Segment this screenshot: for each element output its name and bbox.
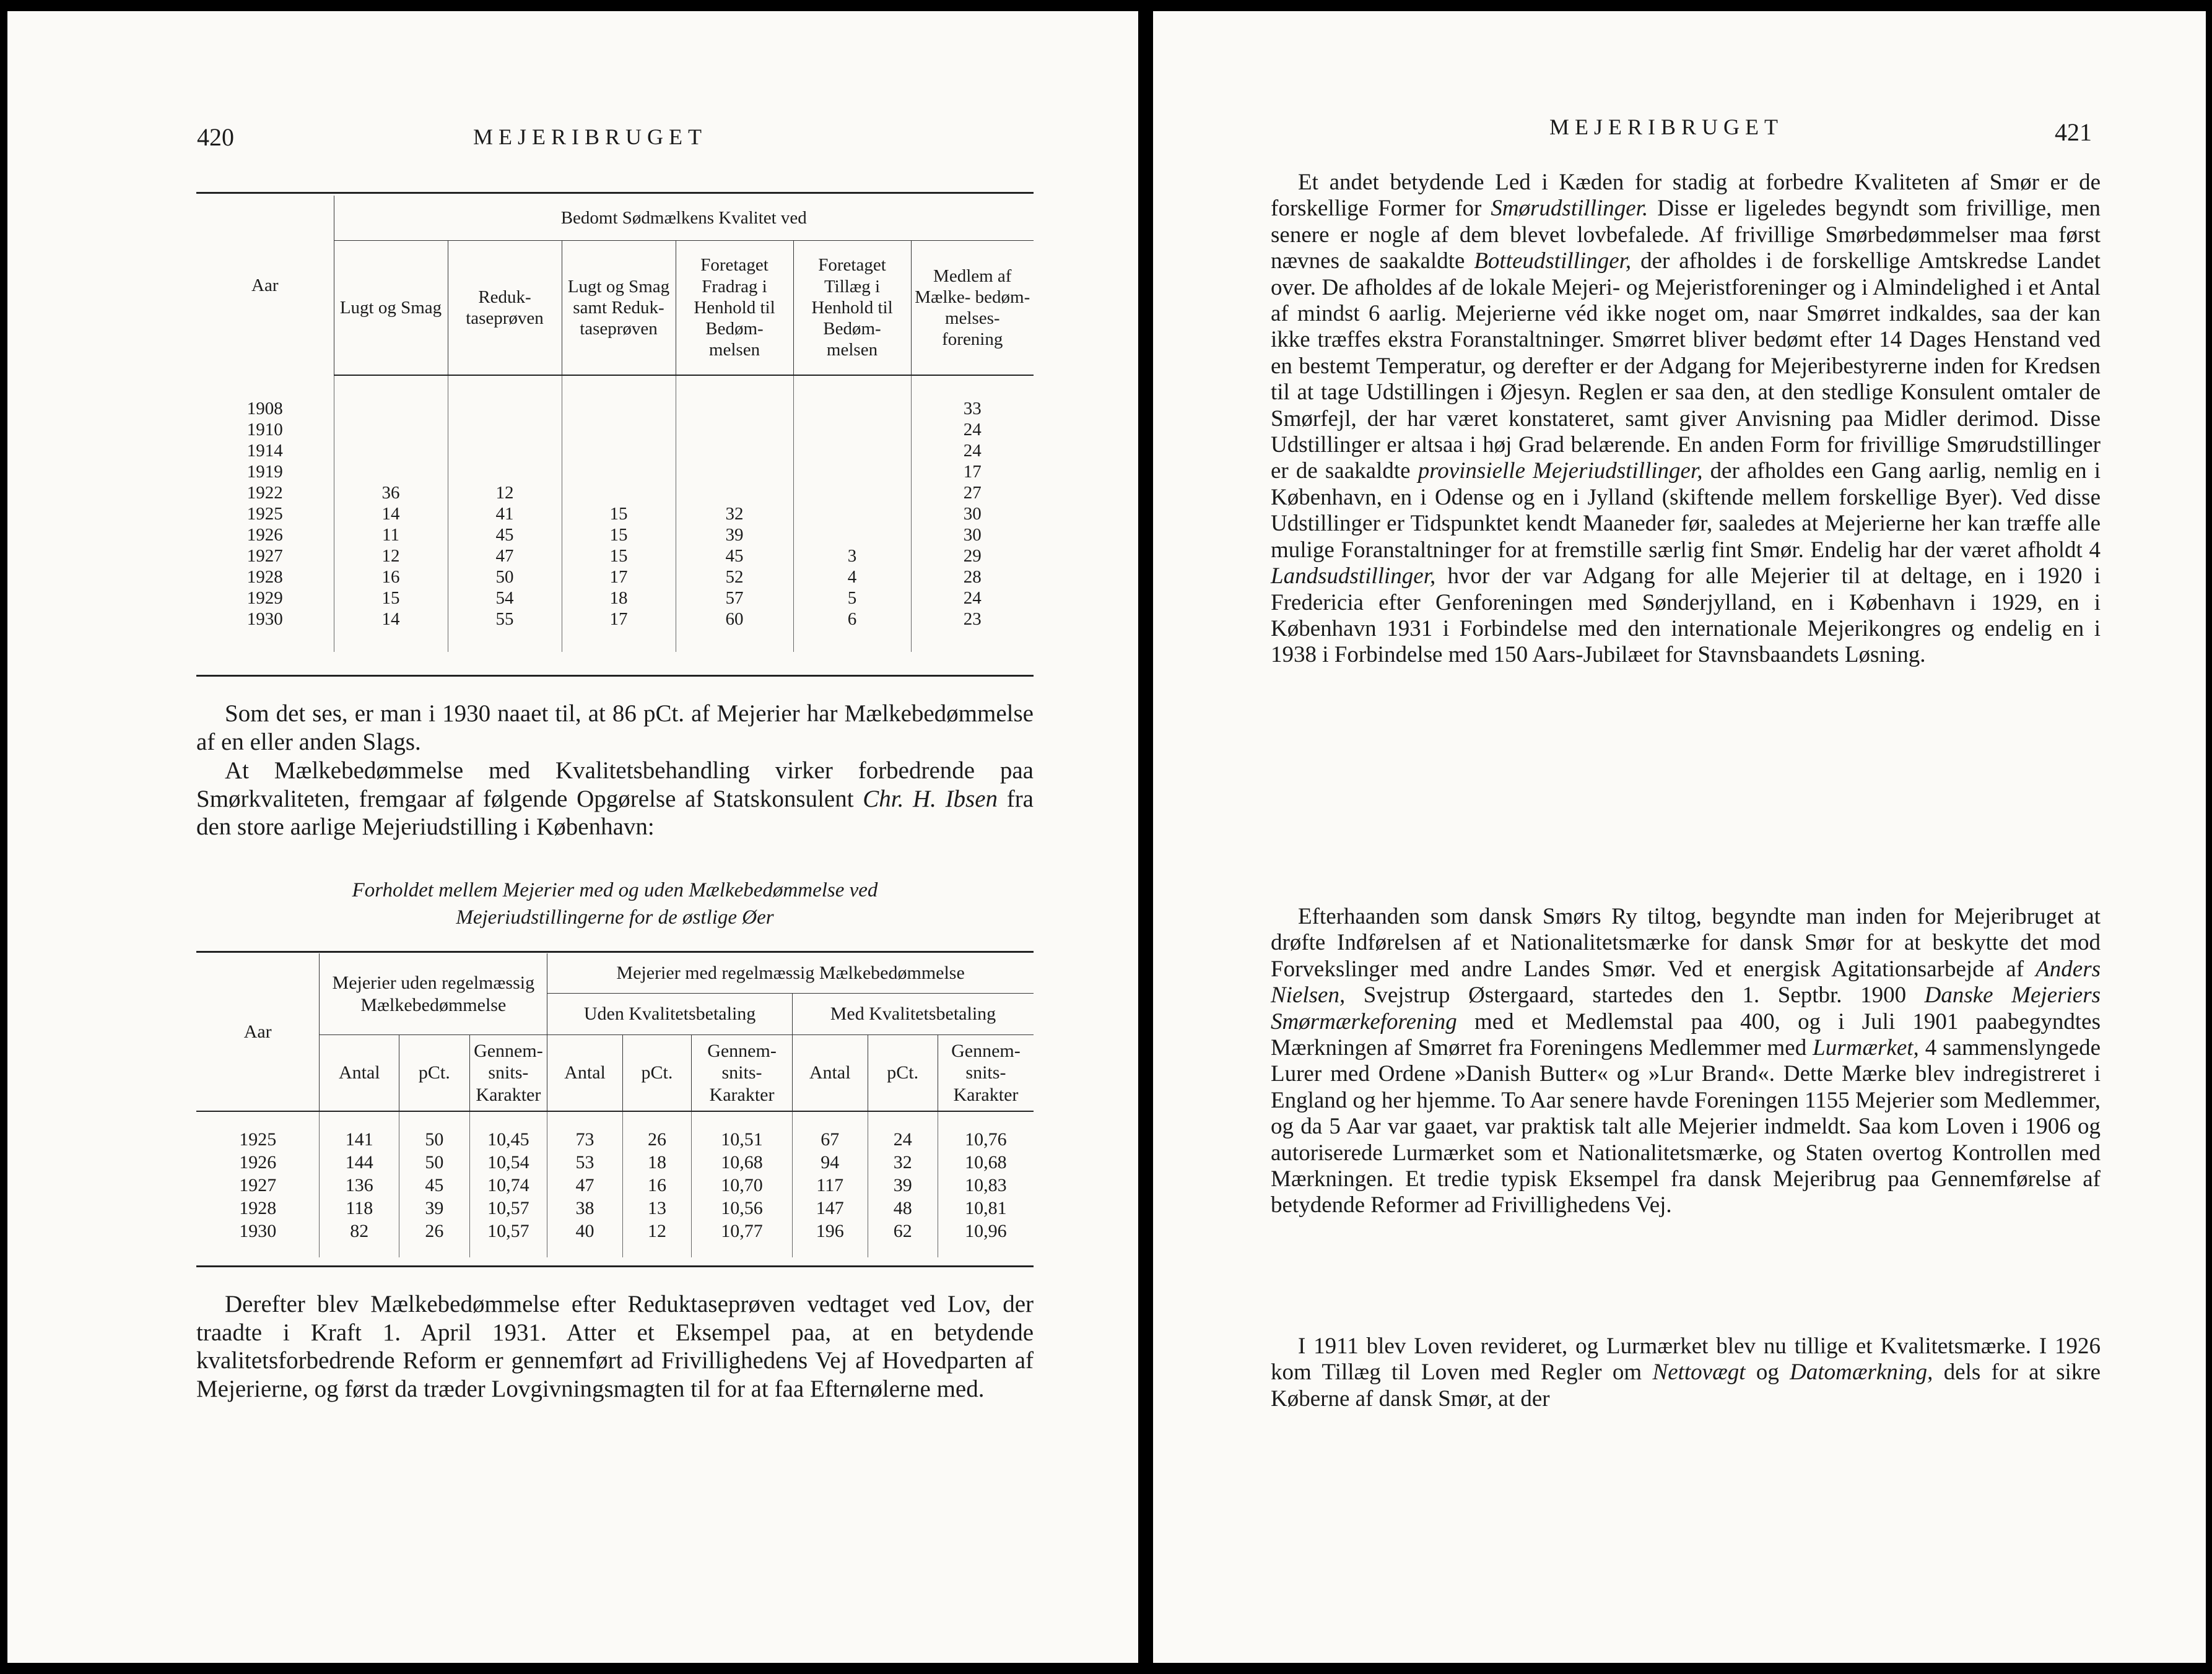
table-row — [196, 503, 1034, 524]
emphasis: Danske Mejeriers Smørmærkeforening — [1271, 982, 2101, 1034]
value-cell: 144 — [320, 1151, 399, 1174]
emphasis: Nettovægt — [1652, 1360, 1746, 1386]
value-cell — [676, 375, 793, 419]
emphasis: provinsielle Mejeriudstillinger, — [1417, 458, 1703, 484]
year-cell: 1914 — [246, 441, 283, 461]
value-cell: 24 — [868, 1111, 938, 1151]
value-cell: 48 — [868, 1197, 938, 1220]
value-cell: 24 — [911, 419, 1034, 440]
value-cell: 10,81 — [938, 1197, 1034, 1220]
year-cell: 1925 — [246, 504, 283, 524]
value-cell: 38 — [547, 1197, 623, 1220]
value-cell: 55 — [448, 609, 562, 652]
value-cell: 50 — [399, 1111, 469, 1151]
emphasis: Botteudstillinger, — [1474, 248, 1632, 274]
author-name: Chr. H. Ibsen — [863, 785, 998, 812]
year-cell: 1930 — [239, 1221, 277, 1241]
value-cell: 32 — [676, 503, 793, 524]
value-cell: 16 — [334, 566, 448, 588]
value-cell: 23 — [911, 609, 1034, 652]
column-header: Foretaget Tillæg i Henhold til Bedøm- melsen — [793, 241, 911, 376]
paragraph-text: fra den store aarlige Mejeriudstilling i København: — [196, 785, 1034, 840]
year-cell: 1930 — [246, 609, 283, 629]
paragraph — [196, 757, 1034, 841]
group-header: Bedomt Sødmælkens Kvalitet ved — [334, 196, 1034, 241]
value-cell: 39 — [399, 1197, 469, 1220]
table-row — [196, 545, 1034, 566]
table-row — [196, 588, 1034, 609]
value-cell — [562, 440, 676, 461]
left-page — [7, 11, 1138, 1663]
year-cell: 1925 — [239, 1129, 277, 1150]
table-row — [196, 1174, 1034, 1197]
value-cell: 47 — [448, 545, 562, 566]
running-head: MEJERIBRUGET — [1549, 115, 1783, 139]
value-cell: 14 — [334, 609, 448, 652]
table-row — [196, 375, 1034, 419]
value-cell — [793, 461, 911, 482]
year-cell: 1928 — [239, 1198, 277, 1218]
value-cell: 47 — [547, 1174, 623, 1197]
year-cell: 1927 — [246, 546, 283, 566]
table-top-rule — [196, 951, 1034, 953]
value-cell: 12 — [334, 545, 448, 566]
paragraph-text: der afholdes i de forskellige Amtskredse Landet over. De afholdes af de lokale Mejeri- og Mejeristforeninger og i Almindelighed i et Antal af mindst 6 aarlig. Mejerierne véd ikke noget om, naar Smørret indkaldes, saa der kan ikke træffes ekstra Foranstaltninger. Smørret bliver bedømt efter 14 Dages Henstand ved en bestemt Temperatur, og derefter er der Adgang for Mejeribestyrerne inden for Kredsen til at tage Udstillingen i Øjesyn. Reglen er saa den, at den stedlige Konsulent omtaler de Smørfejl, der har været konstateret, samt giver Anvisning paa Midler derimod. Disse Udstillinger er altsaa i høj Grad belærende. En anden Form for frivillige Smørudstillinger er de saakaldte — [1271, 248, 2101, 484]
value-cell: 136 — [320, 1174, 399, 1197]
value-cell: 33 — [911, 375, 1034, 419]
value-cell: 40 — [547, 1220, 623, 1257]
value-cell — [562, 461, 676, 482]
value-cell: 5 — [793, 588, 911, 609]
value-cell: 10,68 — [938, 1151, 1034, 1174]
emphasis: Anders Nielsen, — [1271, 956, 2101, 1008]
value-cell: 196 — [792, 1220, 868, 1257]
value-cell: 45 — [448, 524, 562, 545]
value-cell: 15 — [562, 524, 676, 545]
value-cell: 18 — [562, 588, 676, 609]
year-cell: 1926 — [246, 525, 283, 545]
column-header: Reduk- taseprøven — [448, 241, 562, 376]
emphasis: Landsudstillinger, — [1271, 563, 1436, 589]
paragraph — [196, 1290, 1034, 1403]
value-cell: 45 — [676, 545, 793, 566]
value-cell: 29 — [911, 545, 1034, 566]
value-cell — [676, 482, 793, 503]
paragraph-text: At Mælkebedømmelse med Kvalitetsbehandling virker forbedrende paa Smørkvaliteten, fremgaar af følgende Opgørelse af Statskonsulent — [196, 757, 1034, 812]
value-cell: 10,83 — [938, 1174, 1034, 1197]
paragraph — [196, 700, 1034, 756]
value-cell: 10,57 — [469, 1220, 547, 1257]
paragraph-text: der afholdes een Gang aarlig, nemlig en i København, en i Odense og en i Jylland (skiftende mellem forskellige Byer). Ved disse Udstillinger er Tidspunktet kendt Maaneder før, saaledes at Mejerierne her kan træffe alle mulige Foranstaltninger for at fremstille særlig fint Smør. Endelig har der været afholdt 4 — [1271, 458, 2101, 563]
value-cell — [793, 440, 911, 461]
paragraph-text: Disse er ligeledes begyndt som frivillige, men senere er nogle af dem blevet lovbefalede. Af frivillige Smørbedømmelser maa først nævnes de saakaldte — [1271, 196, 2101, 274]
column-header: Lugt og Smag samt Reduk- taseprøven — [562, 241, 676, 376]
column-header: Antal — [547, 1035, 623, 1112]
value-cell — [448, 375, 562, 419]
value-cell: 53 — [547, 1151, 623, 1174]
paragraph — [1271, 904, 2101, 1219]
paragraph-text: og — [1745, 1360, 1790, 1386]
year-cell: 1926 — [239, 1152, 277, 1173]
table-bottom-rule — [196, 675, 1034, 677]
year-cell: 1922 — [246, 483, 283, 503]
value-cell — [793, 503, 911, 524]
value-cell: 82 — [320, 1220, 399, 1257]
value-cell: 39 — [868, 1174, 938, 1197]
column-header: Foretaget Fradrag i Henhold til Bedøm- melsen — [676, 241, 793, 376]
year-cell: 1927 — [239, 1175, 277, 1195]
value-cell — [793, 524, 911, 545]
paragraph-text: hvor der var Adgang for alle Mejerier til at deltage, en i 1920 i Fredericia efter Genforeningen med Sønderjylland, en i København i 1929, en i København 1931 i Forbindelse med den internationale Mejerikongres og endelig en i 1938 i Forbindelse med 150 Aars-Jubilæet for Stavnsbaandets Løsning. — [1271, 563, 2101, 668]
value-cell: 24 — [911, 440, 1034, 461]
page-number: 420 — [197, 123, 234, 151]
value-cell: 30 — [911, 503, 1034, 524]
value-cell — [448, 461, 562, 482]
value-cell: 10,56 — [692, 1197, 793, 1220]
value-cell: 6 — [793, 609, 911, 652]
value-cell — [793, 419, 911, 440]
value-cell: 18 — [622, 1151, 691, 1174]
value-cell: 10,70 — [692, 1174, 793, 1197]
value-cell — [562, 482, 676, 503]
value-cell: 4 — [793, 566, 911, 588]
emphasis: Lurmærket, — [1813, 1035, 1919, 1061]
table-row — [196, 1151, 1034, 1174]
value-cell: 26 — [622, 1111, 691, 1151]
mejerier-table — [196, 953, 1034, 1257]
value-cell: 32 — [868, 1151, 938, 1174]
paragraph-text: Derefter blev Mælkebedømmelse efter Reduktaseprøven vedtaget ved Lov, der traadte i Kraft 1. April 1931. Atter et Eksempel paa, at en betydende kvalitetsforbedrende Reform er gennemført ad Frivillighedens Vej af Hovedparten af Mejerierne, og først da træder Lovgivningsmagten til for at faa Efternølerne med. — [196, 1291, 1034, 1402]
value-cell: 57 — [676, 588, 793, 609]
value-cell: 10,45 — [469, 1111, 547, 1151]
stub-header: Aar — [251, 275, 279, 295]
table-row — [196, 419, 1034, 440]
running-head: MEJERIBRUGET — [473, 124, 707, 149]
table-row — [196, 461, 1034, 482]
value-cell — [793, 482, 911, 503]
year-cell: 1928 — [246, 567, 283, 587]
value-cell — [562, 419, 676, 440]
paragraph — [1271, 1334, 2101, 1412]
paragraph-text: med et Medlemstal paa 400, og i Juli 1901 paabegyndtes Mærkningen af Smørret fra Foreningens Medlemmer med — [1271, 1008, 2101, 1061]
value-cell: 36 — [334, 482, 448, 503]
column-header: Gennem- snits- Karakter — [692, 1035, 793, 1112]
column-header: Medlem af Mælke- bedøm- melses- forening — [911, 241, 1034, 376]
year-cell: 1929 — [246, 588, 283, 608]
value-cell: 50 — [448, 566, 562, 588]
value-cell: 30 — [911, 524, 1034, 545]
value-cell — [448, 419, 562, 440]
paragraph-text: Et andet betydende Led i Kæden for stadig at forbedre Kvaliteten af Smør er de forskellige Former for — [1271, 170, 2101, 222]
emphasis: Datomærkning, — [1790, 1360, 1933, 1386]
column-header: Lugt og Smag — [334, 241, 448, 376]
value-cell: 13 — [622, 1197, 691, 1220]
value-cell — [676, 440, 793, 461]
value-cell: 24 — [911, 588, 1034, 609]
column-header: Antal — [320, 1035, 399, 1112]
value-cell: 117 — [792, 1174, 868, 1197]
table-row — [196, 524, 1034, 545]
value-cell: 10,54 — [469, 1151, 547, 1174]
value-cell: 147 — [792, 1197, 868, 1220]
table-row — [196, 482, 1034, 503]
value-cell: 3 — [793, 545, 911, 566]
group-header: Mejerier med regelmæssig Mælkebedømmelse — [547, 953, 1034, 994]
value-cell: 10,68 — [692, 1151, 793, 1174]
value-cell — [334, 375, 448, 419]
value-cell: 10,76 — [938, 1111, 1034, 1151]
value-cell: 39 — [676, 524, 793, 545]
value-cell: 17 — [562, 566, 676, 588]
value-cell — [676, 461, 793, 482]
emphasis: Smørudstillinger. — [1491, 196, 1648, 222]
value-cell: 60 — [676, 609, 793, 652]
subgroup-header: Med Kvalitetsbetaling — [792, 994, 1034, 1035]
value-cell: 45 — [399, 1174, 469, 1197]
group-header: Mejerier uden regelmæssig Mælkebedømmelse — [320, 953, 547, 1035]
value-cell — [448, 440, 562, 461]
value-cell: 16 — [622, 1174, 691, 1197]
paragraph-text: Som det ses, er man i 1930 naaet til, at 86 pCt. af Mejerier har Mælkebedømmelse af en eller anden Slags. — [196, 700, 1034, 755]
column-header: Gennem- snits- Karakter — [938, 1035, 1034, 1112]
value-cell: 15 — [562, 545, 676, 566]
value-cell: 11 — [334, 524, 448, 545]
value-cell: 10,57 — [469, 1197, 547, 1220]
subgroup-header: Uden Kvalitetsbetaling — [547, 994, 793, 1035]
value-cell — [793, 375, 911, 419]
paragraph-text: 4 sammenslyngede Lurer med Ordene »Danish Butter« og »Lur Brand«. Dette Mærke blev indregistreret i England og her hjemme. To Aar senere havde Foreningen 1155 Mejerier som Medlemmer, og da 5 Aar var gaaet, var praktisk talt alle Mejerier indmeldt. Saa kom Loven i 1906 og autoriserede Lurmærket som et Nationalitetsmærke, og Staten overtog Kontrollen med Mærkningen. Et tredie typisk Eksempel fra dansk Mejeribrug paa Gennemførelse af betydende Reformer ad Frivillighedens Vej. — [1271, 1035, 2101, 1218]
year-cell: 1919 — [246, 462, 283, 482]
kvalitet-table — [196, 196, 1034, 652]
page-number: 421 — [2055, 118, 2092, 146]
column-header: Antal — [792, 1035, 868, 1112]
value-cell: 12 — [622, 1220, 691, 1257]
table-row — [196, 609, 1034, 652]
table-row — [196, 566, 1034, 588]
value-cell: 118 — [320, 1197, 399, 1220]
stub-header: Aar — [196, 953, 320, 1111]
value-cell — [562, 375, 676, 419]
column-header: pCt. — [868, 1035, 938, 1112]
paragraph-text: Svejstrup Østergaard, startedes den 1. Septbr. 1900 — [1345, 982, 1925, 1008]
year-cell: 1910 — [246, 420, 283, 440]
column-header: pCt. — [622, 1035, 691, 1112]
value-cell: 17 — [911, 461, 1034, 482]
value-cell: 15 — [562, 503, 676, 524]
table-top-rule — [196, 192, 1034, 194]
right-page — [1153, 11, 2206, 1663]
column-header: pCt. — [399, 1035, 469, 1112]
value-cell: 67 — [792, 1111, 868, 1151]
value-cell: 52 — [676, 566, 793, 588]
caption-line: Forholdet mellem Mejerier med og uden Mælkebedømmelse ved — [352, 879, 878, 901]
column-header: Gennem- snits- Karakter — [469, 1035, 547, 1112]
value-cell: 10,74 — [469, 1174, 547, 1197]
year-cell: 1908 — [246, 398, 283, 418]
table-row — [196, 440, 1034, 461]
value-cell: 28 — [911, 566, 1034, 588]
caption-line: Mejeriudstillingerne for de østlige Øer — [456, 906, 774, 929]
value-cell — [334, 440, 448, 461]
value-cell: 12 — [448, 482, 562, 503]
paragraph-text: Efterhaanden som dansk Smørs Ry tiltog, begyndte man inden for Mejeribruget at drøfte Indførelsen af et Nationalitetsmærke for dansk Smør for at beskytte det mod Forvekslinger med andre Landes Smør. Ved et energisk Agitationsarbejde af — [1271, 904, 2101, 982]
table-bottom-rule — [196, 1265, 1034, 1267]
value-cell: 17 — [562, 609, 676, 652]
value-cell: 10,77 — [692, 1220, 793, 1257]
value-cell — [334, 419, 448, 440]
value-cell: 27 — [911, 482, 1034, 503]
table-row — [196, 1220, 1034, 1257]
value-cell — [676, 419, 793, 440]
value-cell: 41 — [448, 503, 562, 524]
paragraph — [1271, 170, 2101, 669]
value-cell: 10,96 — [938, 1220, 1034, 1257]
table-caption — [196, 877, 1034, 931]
value-cell: 54 — [448, 588, 562, 609]
value-cell — [334, 461, 448, 482]
value-cell: 14 — [334, 503, 448, 524]
value-cell: 141 — [320, 1111, 399, 1151]
value-cell: 50 — [399, 1151, 469, 1174]
value-cell: 10,51 — [692, 1111, 793, 1151]
table-row — [196, 1197, 1034, 1220]
value-cell: 62 — [868, 1220, 938, 1257]
value-cell: 94 — [792, 1151, 868, 1174]
paragraph-text: I 1911 blev Loven revideret, og Lurmærket blev nu tillige et Kvalitetsmærke. I 1926 kom Tillæg til Loven med Regler om — [1271, 1334, 2101, 1386]
value-cell: 26 — [399, 1220, 469, 1257]
value-cell: 15 — [334, 588, 448, 609]
value-cell: 73 — [547, 1111, 623, 1151]
paragraph-text: dels for at sikre Køberne af dansk Smør, at der — [1271, 1360, 2101, 1412]
table-row — [196, 1111, 1034, 1151]
